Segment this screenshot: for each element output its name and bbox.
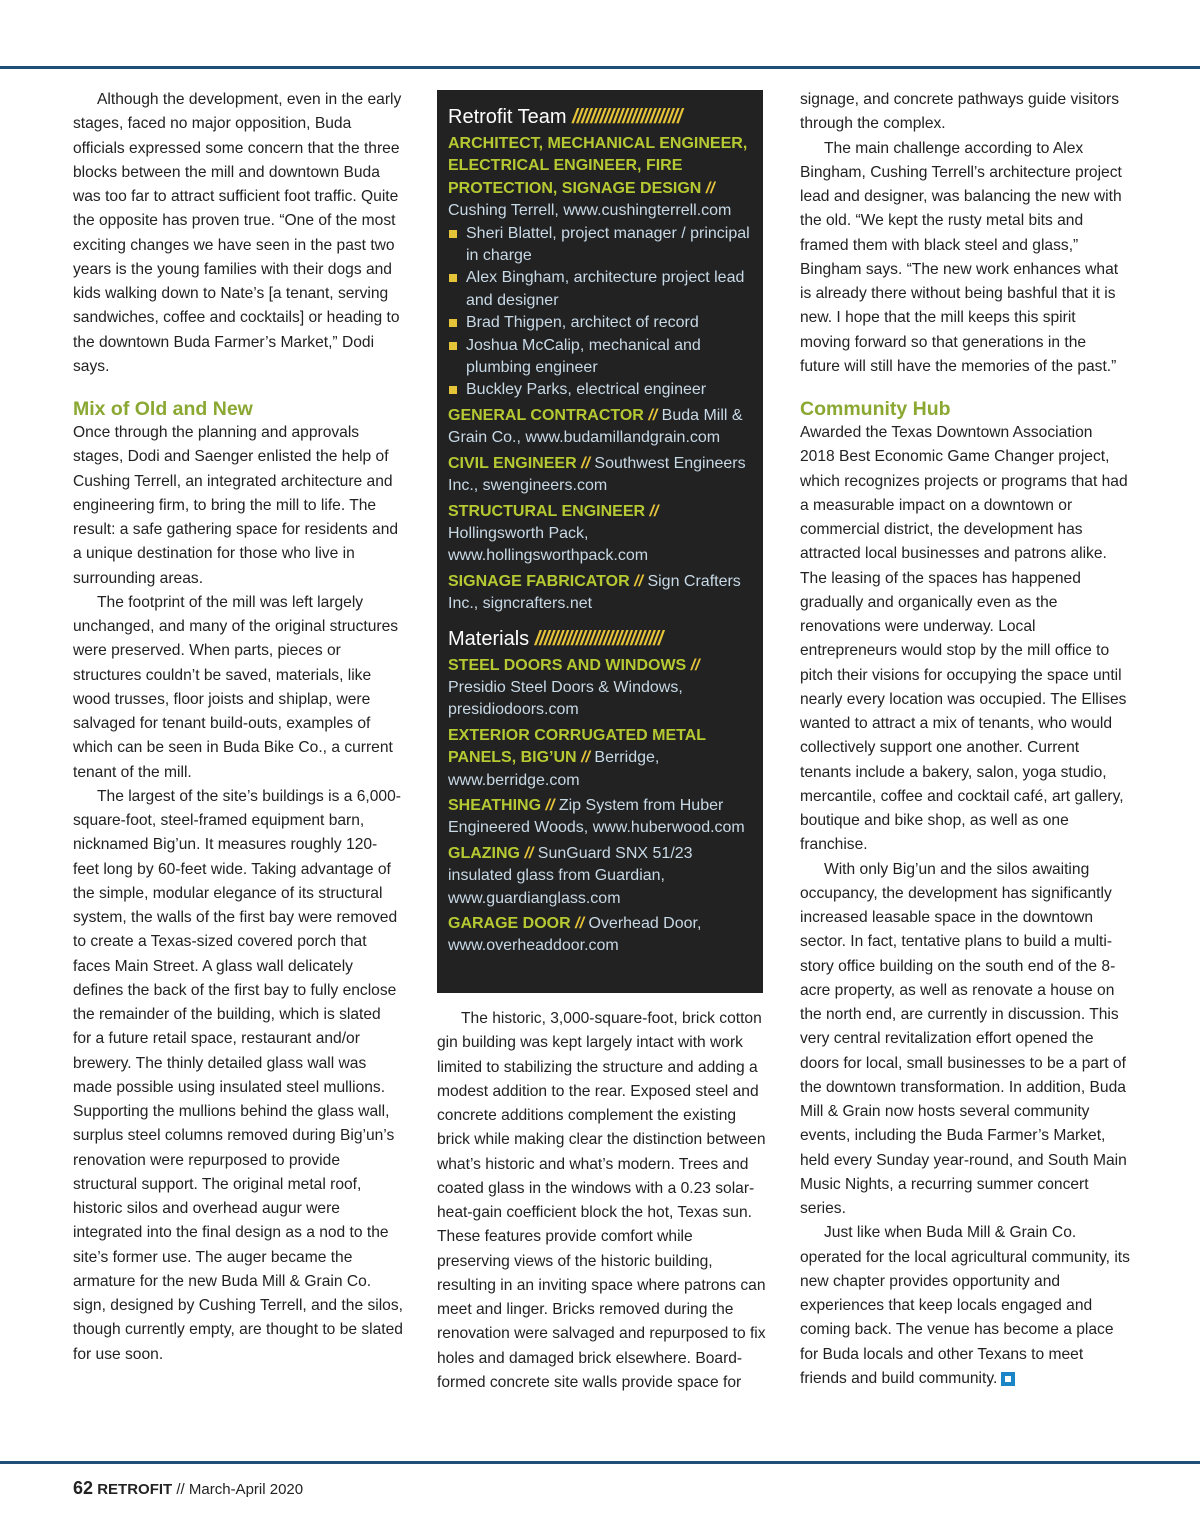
credit-separator: //: [649, 502, 659, 520]
credit-separator: //: [648, 406, 658, 424]
paragraph: signage, and concrete pathways guide visitors through the complex.: [800, 91, 1119, 133]
footer-separator: //: [176, 1481, 185, 1498]
credit-value: Buda Mill & Grain Co., www.budamillandgrain.com: [448, 406, 743, 447]
magazine-name: RETROFIT: [97, 1481, 173, 1498]
credit-separator: //: [524, 844, 534, 862]
list-item-text: Joshua McCalip, mechanical and plumbing engineer: [466, 336, 701, 377]
list-item: [448, 312, 755, 334]
credit-separator: //: [575, 915, 585, 932]
page-footer: [73, 1478, 303, 1500]
sidebar-title: Retrofit Team: [448, 106, 567, 128]
page-number: 62: [73, 1478, 94, 1498]
credit-garage-door: [448, 913, 755, 958]
credit-label: EXTERIOR CORRUGATED METAL PANELS, BIG’UN: [448, 726, 706, 767]
credit-signage-fabricator: [448, 571, 755, 616]
architect-team-list: [448, 223, 755, 402]
credit-value: Hollingsworth Pack, www.hollingsworthpack.com: [448, 524, 649, 565]
square-bullet-icon: [449, 230, 457, 238]
paragraph: The footprint of the mill was left largely unchanged, and many of the original structures were preserved. When parts, pieces or structures couldn’t be saved, materials, like wood trusses, floor joists and shiplap, were salvaged for tenant build-outs, examples of which can be seen in Buda Bike Co., a current tenant of the mill.: [73, 593, 399, 781]
end-of-article-icon: [1001, 1372, 1015, 1386]
credit-separator: //: [705, 179, 715, 197]
list-item: [448, 267, 755, 312]
credit-label: ARCHITECT, MECHANICAL ENGINEER, ELECTRICAL ENGINEER, FIRE PROTECTION, SIGNAGE DESIGN: [448, 135, 748, 197]
square-bullet-icon: [449, 342, 457, 350]
credit-steel-doors: [448, 655, 755, 722]
square-bullet-icon: [449, 319, 457, 327]
credit-exterior-panels: [448, 725, 755, 792]
credit-label: GARAGE DOOR: [448, 915, 571, 932]
credit-separator: //: [690, 656, 700, 674]
list-item-text: Buckley Parks, electrical engineer: [466, 381, 707, 399]
paragraph: Once through the planning and approvals stages, Dodi and Saenger enlisted the help of Cushing Terrell, an integrated architecture and engineering firm, to bring the mill to life. The result: a safe gathering space for residents and a unique destination for those who live in surrounding areas.: [73, 424, 399, 587]
credit-value: Cushing Terrell, www.cushingterrell.com: [448, 202, 732, 220]
credit-value: SunGuard SNX 51/23 insulated glass from Guardian, www.guardianglass.com: [448, 844, 693, 907]
credit-label: STEEL DOORS AND WINDOWS: [448, 656, 687, 674]
slash-decoration: ////////////////////////: [572, 106, 682, 128]
sidebar-heading-retrofit-team: [448, 104, 755, 130]
section-heading-community-hub: Community Hub: [800, 398, 951, 420]
credit-separator: //: [581, 454, 590, 472]
credit-label: GLAZING: [448, 844, 520, 862]
credit-value: Southwest Engineers Inc., swengineers.com: [448, 454, 746, 495]
paragraph: The main challenge according to Alex Bingham, Cushing Terrell’s architecture project lead and designer, was balancing the new with the old. “We kept the rusty metal bits and framed them with black steel and glass,” Bingham says. “The new work enhances what is already there without being bashful that it is new. I hope that the mill keeps this spirit moving forward so that generations in the future will still have the memories of the past.”: [800, 139, 1122, 375]
credit-structural-engineer: [448, 501, 755, 568]
list-item-text: Sheri Blattel, project manager / principal in charge: [466, 224, 750, 265]
credit-general-contractor: [448, 405, 755, 450]
paragraph: The largest of the site’s buildings is a 6,000-square-foot, steel-framed equipment barn, nicknamed Big’un. It measures roughly 120-feet long by 60-feet wide. Taking advantage of the simple, modular elegance of its structural system, the walls of the first bay were removed to create a Texas-sized covered porch that faces Main Street. A glass wall delicately defines the back of the first bay to fully enclose the remainder of the building, which is slated for a future retail space, restaurant and/or brewery. The thinly detailed glass wall was made possible using insulated steel mullions. Supporting the mullions behind the glass wall, surplus steel columns removed during Big’un’s renovation were repurposed to provide structural support. The original metal roof, historic silos and overhead augur were integrated into the final design as a nod to the site’s former use. The auger became the armature for the new Buda Mill & Grain Co. sign, designed by Cushing Terrell, and the silos, though currently empty, are thought to be slated for use soon.: [73, 787, 403, 1363]
list-item: [448, 335, 755, 380]
list-item: [448, 223, 755, 268]
column-3: [800, 88, 1130, 1391]
list-item-text: Brad Thigpen, architect of record: [466, 314, 699, 332]
bottom-rule: [0, 1461, 1200, 1464]
list-item: [448, 379, 755, 401]
paragraph: Awarded the Texas Downtown Association 2018 Best Economic Game Changer project, which recognizes projects or programs that had a measurable impact on a downtown or commercial district, the development has attracted local businesses and patrons alike. The leasing of the spaces has happened gradually and organically even as the renovations were underway. Local entrepreneurs would stop by the mill office to pitch their visions for occupying the space until nearly every location was occupied. The Ellises wanted to attract a mix of tenants, who would collectively support one another. Current tenants include a bakery, salon, yoga studio, mercantile, coffee and cocktail café, art gallery, boutique and bike shop, as well as one franchise.: [800, 424, 1128, 854]
credit-value: Zip System from Huber Engineered Woods, www.huberwood.com: [448, 796, 745, 837]
credit-separator: //: [634, 572, 643, 590]
paragraph-text: Just like when Buda Mill & Grain Co. operated for the local agricultural community, its new chapter provides opportunity and experiences that keep locals engaged and coming back. The venue has become a place for Buda locals and other Texans to meet friends and build community.: [800, 1224, 1130, 1387]
paragraph: Although the development, even in the early stages, faced no major opposition, Buda officials expressed some concern that the three blocks between the mill and downtown Buda was too far to attract sufficient foot traffic. Quite the opposite has proven true. “One of the most exciting changes we have seen in the past two years is the young families with their dogs and kids walking down to Nate’s [a tenant, serving sandwiches, coffee and cocktails] or heading to the downtown Buda Farmer’s Market,” Dodi says.: [73, 91, 402, 375]
section-heading-mix-of-old-and-new: Mix of Old and New: [73, 398, 253, 420]
top-rule: [0, 66, 1200, 69]
paragraph: With only Big’un and the silos awaiting occupancy, the development has significantly increased leasable space in the downtown sector. In fact, tentative plans to build a multi-story office building on the south end of the 8-acre property, as well as renovate a house on the north end, are currently in discussion. This very central revitalization effort opened the doors for local, small businesses to be a part of the downtown transformation. In addition, Buda Mill & Grain now hosts several community events, including the Buda Farmer’s Market, held every Sunday year-round, and South Main Music Nights, a recurring summer concert series.: [800, 860, 1127, 1217]
credit-label: STRUCTURAL ENGINEER: [448, 502, 646, 520]
credit-value: Berridge, www.berridge.com: [448, 749, 660, 789]
column-1: [73, 88, 403, 1367]
slash-decoration: ////////////////////////////: [534, 627, 663, 650]
sidebar-heading-materials: [448, 626, 755, 652]
credit-label: SHEATHING: [448, 796, 542, 814]
retrofit-team-sidebar: [437, 90, 763, 993]
column-2: [437, 1007, 767, 1395]
paragraph: The historic, 3,000-square-foot, brick cotton gin building was kept largely intact with work limited to stabilizing the structure and adding a modest addition to the rear. Exposed steel and concrete additions complement the existing brick while making clear the distinction between what’s historic and what’s modern. Trees and coated glass in the windows with a 0.23 solar-heat-gain coefficient block the hot, Texas sun. These features provide comfort while preserving views of the historic building, resulting in an inviting space where patrons can meet and linger. Bricks removed during the renovation were salvaged and repurposed to fix holes and damaged brick elsewhere. Board-formed concrete site walls provide space for: [437, 1010, 766, 1391]
issue-date: March-April 2020: [188, 1481, 304, 1498]
credit-glazing: [448, 843, 755, 910]
credit-label: SIGNAGE FABRICATOR: [448, 572, 630, 590]
credit-separator: //: [545, 796, 555, 814]
credit-value: Sign Crafters Inc., signcrafters.net: [448, 572, 741, 613]
credit-civil-engineer: [448, 453, 755, 498]
credit-separator: //: [581, 749, 590, 767]
credit-sheathing: [448, 795, 755, 840]
square-bullet-icon: [449, 386, 457, 394]
credit-label: CIVIL ENGINEER: [448, 454, 577, 472]
sidebar-title: Materials: [448, 627, 530, 650]
credit-label: GENERAL CONTRACTOR: [448, 406, 644, 424]
credit-value: Overhead Door, www.overheaddoor.com: [448, 915, 702, 955]
credit-architect: [448, 133, 755, 223]
paragraph: [800, 1221, 1130, 1391]
credit-value: Presidio Steel Doors & Windows, presidiodoors.com: [448, 678, 683, 719]
list-item-text: Alex Bingham, architecture project lead and designer: [466, 269, 745, 309]
square-bullet-icon: [449, 274, 457, 282]
